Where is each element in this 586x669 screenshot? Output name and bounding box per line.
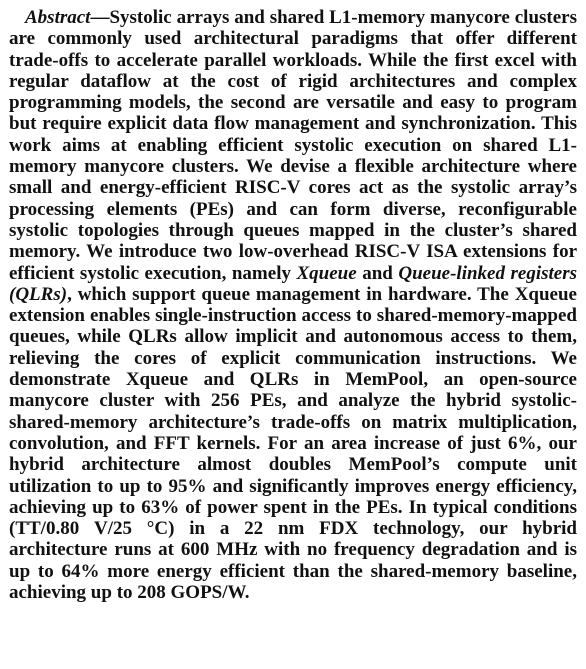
- abstract-label: Abstract: [25, 7, 91, 28]
- abstract-text-2: and: [356, 262, 399, 284]
- abstract-text-1: Systolic arrays and shared L1-memory manycore clusters are commonly used architectural paradigms that offer different trade-offs to accelerate parallel workloads. While the first excel with regular dataflow at the cost of rigid architectures and complex programming models, the second are versatile and easy to program but require explicit data flow management and synchronization. This work aims at enabling efficient systolic execution on shared L1-memory manycore clusters. We devise a flexible architecture where small and energy-efficient RISC-V cores act as the systolic array’s processing elements (PEs) and can form diverse, reconfigurable systolic topologies through queues mapped in the cluster’s shared memory. We introduce two low-overhead RISC-V ISA extensions for efficient systolic execution, namely: [9, 7, 577, 284]
- abstract-dash: —: [90, 7, 110, 28]
- abstract-paragraph: [9, 7, 577, 603]
- abstract-section: [9, 7, 577, 603]
- abstract-text-3: , which support queue management in hardware. The Xqueue extension enables single-instruction access to shared-memory-mapped queues, while QLRs allow implicit and autonomous access to them, relieving the cores of explicit communication instructions. We demonstrate Xqueue and QLRs in MemPool, an open-source manycore cluster with 256 PEs, and analyze the hybrid systolic-shared-memory architecture’s trade-offs on matrix multiplication, convolution, and FFT kernels. For an area increase of just 6%, our hybrid architecture almost doubles MemPool’s compute unit utilization to up to 95% and significantly improves energy efficiency, achieving up to 63% of power spent in the PEs. In typical conditions (TT/0.80 V/25 °C) in a 22 nm FDX technology, our hybrid architecture runs at 600 MHz with no frequency degradation and is up to 64% more energy efficient than the shared-memory baseline, achieving up to 208 GOPS/W.: [9, 283, 577, 604]
- qlr-term: Queue-linked registers (QLRs): [9, 262, 578, 305]
- xqueue-term: Xqueue: [296, 262, 357, 284]
